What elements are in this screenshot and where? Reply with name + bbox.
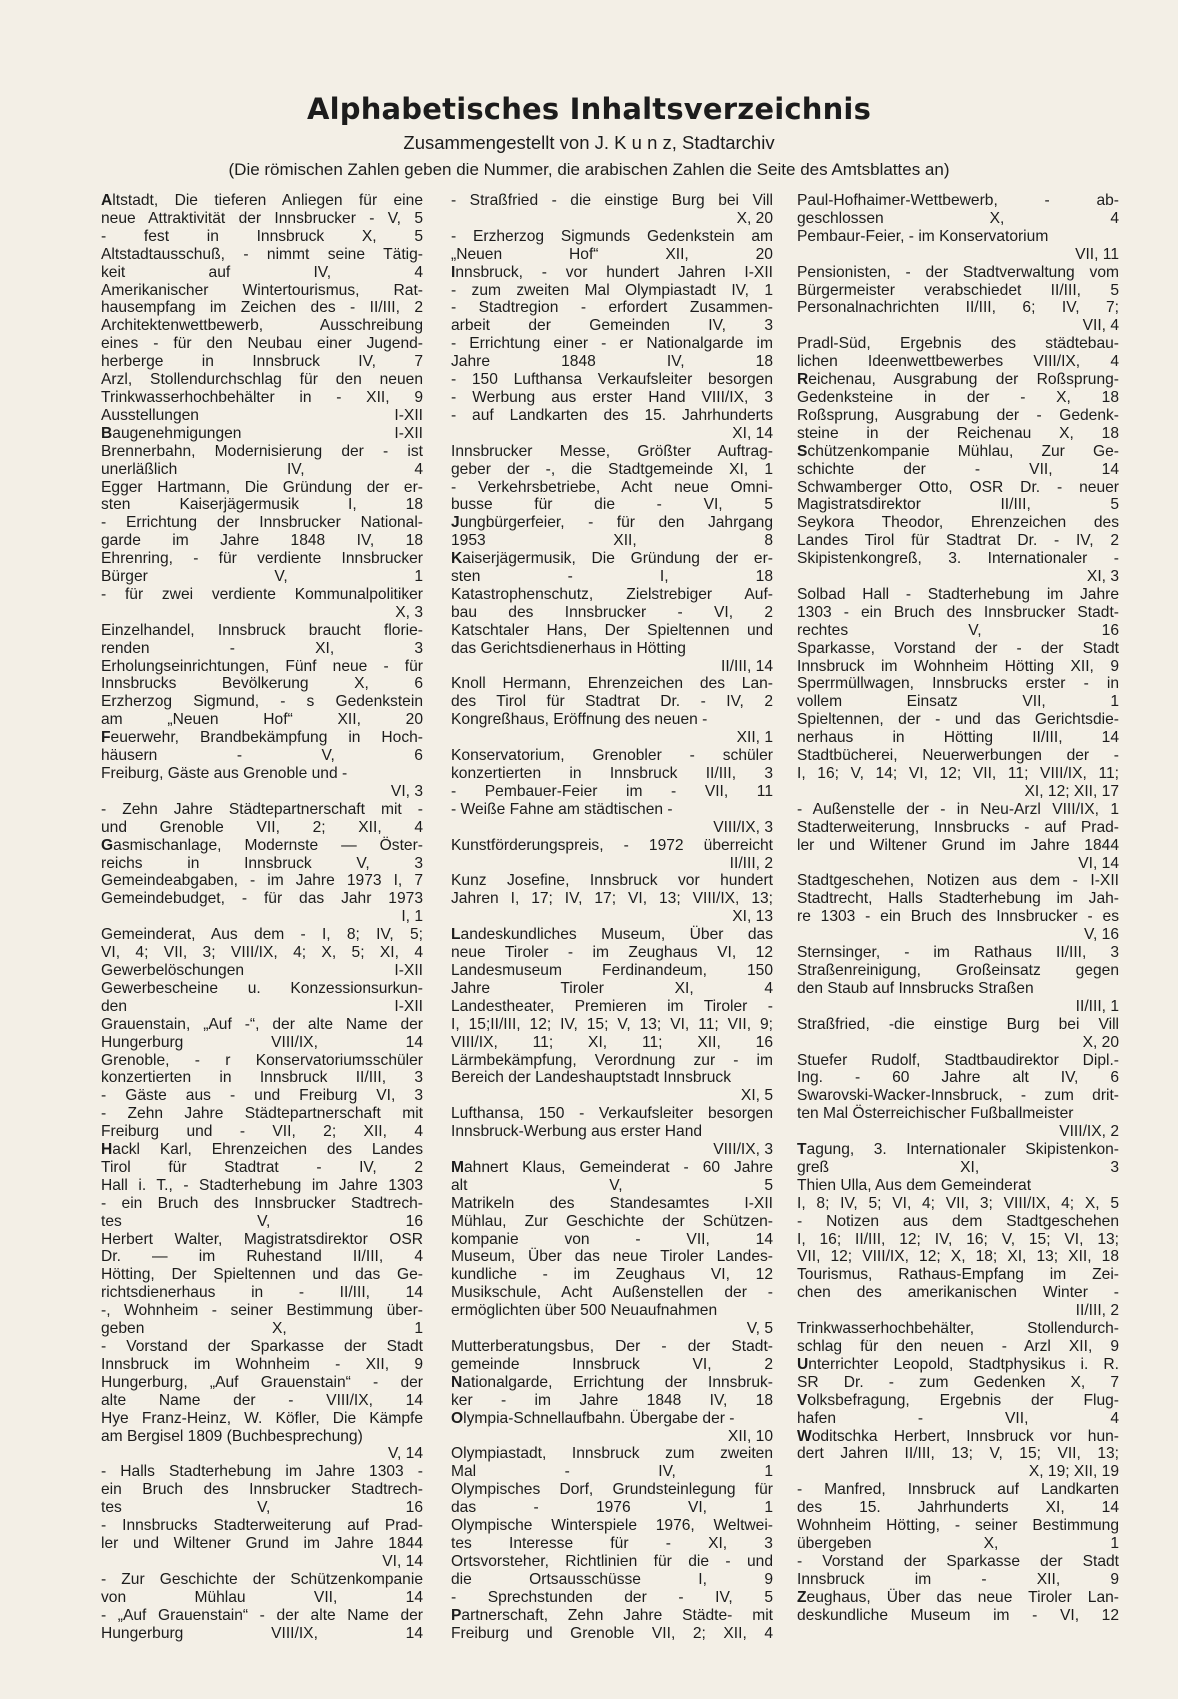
index-line: die Ortsausschüsse I, 9 xyxy=(451,1570,773,1588)
index-line: Gemeindeabgaben, - im Jahre 1973 I, 7 xyxy=(101,872,423,890)
index-columns xyxy=(0,192,1178,1672)
index-line: ermöglichten über 500 Neuaufnahmen xyxy=(451,1302,718,1320)
index-line: Innsbruck im Wohnheim - XII, 9 xyxy=(101,1355,423,1373)
index-line: Jungbürgerfeier, - für den Jahrgang xyxy=(451,514,773,532)
index-line: Einzelhandel, Innsbruck braucht florie- xyxy=(101,621,423,639)
index-line: hafen - VII, 4 xyxy=(797,1409,1119,1427)
index-line: XII, 1 xyxy=(736,729,773,747)
index-line: VI, 14 xyxy=(382,1552,423,1570)
index-line: VIII/IX, 2 xyxy=(1059,1123,1119,1141)
index-line: Gewerbelöschungen I-XII xyxy=(101,961,423,979)
index-line: schlag für den neuen - Arzl XII, 9 xyxy=(797,1338,1119,1355)
index-line: ten Mal Österreichischer Fußballmeister xyxy=(797,1105,1074,1123)
index-line: renden - XI, 3 xyxy=(101,639,423,657)
initial-letter: B xyxy=(101,424,113,442)
index-line: II/III, 14 xyxy=(720,657,773,675)
index-line: Erzherzog Sigmund, - s Gedenkstein xyxy=(101,693,423,711)
index-line: am „Neuen Hof“ XII, 20 xyxy=(101,711,423,729)
index-line: Thien Ulla, Aus dem Gemeinderat xyxy=(797,1176,1032,1194)
index-line: geber der -, die Stadtgemeinde XI, 1 xyxy=(451,460,773,478)
index-line: Sparkasse, Vorstand der - der Stadt xyxy=(797,639,1119,657)
index-line: - Straßfried - die einstige Burg bei Vill xyxy=(451,192,773,209)
index-line: SR Dr. - zum Gedenken X, 7 xyxy=(797,1373,1119,1391)
index-line: Nationalgarde, Errichtung der Innsbruk- xyxy=(451,1373,773,1391)
index-line: Grauenstain, „Auf -“, der alte Name der xyxy=(101,1015,423,1033)
index-line: Ortsvorsteher, Richtlinien für die - und xyxy=(451,1552,773,1570)
index-line: -, Wohnheim - seiner Bestimmung über- xyxy=(101,1302,423,1320)
initial-letter: A xyxy=(101,192,113,209)
index-line: Ausstellungen I-XII xyxy=(101,406,423,424)
index-line: kundliche - im Zeughaus VI, 12 xyxy=(451,1266,773,1284)
initial-letter: U xyxy=(797,1355,809,1373)
index-line: Pembaur-Feier, - im Konservatorium xyxy=(797,227,1049,245)
index-line: Personalnachrichten II/III, 6; IV, 7; xyxy=(797,299,1119,317)
index-line: Gasmischanlage, Modernste — Öster- xyxy=(101,836,423,854)
index-line: herberge in Innsbruck IV, 7 xyxy=(101,353,423,371)
index-line: XI, 12; XII, 17 xyxy=(1024,782,1119,800)
index-line: - Notizen aus dem Stadtgeschehen xyxy=(797,1212,1119,1230)
index-line: dert Jahren II/III, 13; V, 15; VII, 13; xyxy=(797,1445,1119,1463)
index-line: XI, 13 xyxy=(732,908,773,926)
index-line: VIII/IX, 11; XI, 11; XII, 16 xyxy=(451,1033,773,1051)
index-line: eines - für den Neubau einer Jugend- xyxy=(101,335,423,353)
index-line: des 15. Jahrhunderts XI, 14 xyxy=(797,1499,1119,1517)
initial-letter: W xyxy=(797,1427,812,1445)
index-line: Reichenau, Ausgrabung der Roßsprung- xyxy=(797,371,1119,389)
index-line: Mahnert Klaus, Gemeinderat - 60 Jahre xyxy=(451,1158,773,1176)
index-line: von Mühlau VII, 14 xyxy=(101,1588,423,1606)
index-line: Innsbruck-Werbung aus erster Hand xyxy=(451,1123,703,1141)
index-line: Innsbruck, - vor hundert Jahren I-XII xyxy=(451,263,773,281)
index-line: Straßfried, -die einstige Burg bei Vill xyxy=(797,1015,1119,1033)
index-line: sten Kaiserjägermusik I, 18 xyxy=(101,496,423,514)
index-line: Lufthansa, 150 - Verkaufsleiter besorgen xyxy=(451,1105,773,1123)
index-line: VII, 12; VIII/IX, 12; X, 18; XI, 13; XII, 18 xyxy=(797,1248,1119,1266)
initial-letter: F xyxy=(101,729,111,747)
initial-letter: S xyxy=(797,442,808,460)
index-line: und Grenoble VII, 2; XII, 4 xyxy=(101,818,423,836)
index-line: Spieltennen, der - und das Gerichtsdie- xyxy=(797,711,1119,729)
index-line: Hall i. T., - Stadterhebung im Jahre 1303 xyxy=(101,1176,423,1194)
index-line: I, 16; V, 14; VI, 12; VII, 11; VIII/IX, 11; xyxy=(797,765,1119,782)
initial-letter: V xyxy=(797,1391,808,1409)
initial-letter: G xyxy=(101,836,114,854)
index-line: Architektenwettbewerb, Ausschreibung xyxy=(101,317,423,335)
index-line: übergeben X, 1 xyxy=(797,1534,1119,1552)
index-line: Kunz Josefine, Innsbruck vor hundert xyxy=(451,872,773,890)
index-line: Innsbrucks Bevölkerung X, 6 xyxy=(101,675,423,693)
index-line: Altstadt, Die tieferen Anliegen für eine xyxy=(101,192,423,209)
index-line: kompanie von - VII, 14 xyxy=(451,1230,773,1248)
index-line: Stuefer Rudolf, Stadtbaudirektor Dipl.- xyxy=(797,1051,1119,1069)
index-line: schichte der - VII, 14 xyxy=(797,460,1119,478)
index-line: VI, 3 xyxy=(390,782,423,800)
index-line: - Zehn Jahre Städtepartnerschaft mit - xyxy=(101,800,423,818)
index-line: VI, 4; VII, 3; VIII/IX, 4; X, 5; XI, 4 xyxy=(101,944,423,962)
index-line: Dr. — im Ruhestand II/III, 4 xyxy=(101,1248,423,1266)
index-line: V, 14 xyxy=(388,1445,423,1463)
index-line: XI, 14 xyxy=(732,424,773,442)
index-line: geschlossen X, 4 xyxy=(797,209,1119,227)
index-line: Sternsinger, - im Rathaus II/III, 3 xyxy=(797,944,1119,962)
index-line: II/III, 2 xyxy=(1075,1302,1119,1320)
index-line: Swarovski-Wacker-Innsbruck, - zum drit- xyxy=(797,1087,1119,1105)
index-line: Gewerbescheine u. Konzessionsurkun- xyxy=(101,979,423,997)
index-line: - Errichtung einer - er Nationalgarde im xyxy=(451,335,773,353)
index-line: - Errichtung der Innsbrucker National- xyxy=(101,514,423,532)
index-line: - fest in Innsbruck X, 5 xyxy=(101,227,423,245)
index-line: - 150 Lufthansa Verkaufsleiter besorgen xyxy=(451,371,773,389)
index-line: - auf Landkarten des 15. Jahrhunderts xyxy=(451,406,773,424)
index-line: Tagung, 3. Internationaler Skipistenkon- xyxy=(797,1141,1119,1159)
index-line: richtsdienerhaus in - II/III, 14 xyxy=(101,1284,423,1302)
index-line: unerläßlich IV, 4 xyxy=(101,460,423,478)
index-column-1 xyxy=(101,192,423,1672)
index-line: Baugenehmigungen I-XII xyxy=(101,424,423,442)
index-line: ein Bruch des Innsbrucker Stadtrech- xyxy=(101,1481,423,1499)
index-line: Knoll Hermann, Ehrenzeichen des Lan- xyxy=(451,675,773,693)
index-line: steine in der Reichenau X, 18 xyxy=(797,424,1119,442)
index-line: konzertierten in Innsbruck II/III, 3 xyxy=(451,765,773,782)
index-line: Pensionisten, - der Stadtverwaltung vom xyxy=(797,263,1119,281)
index-line: Freiburg und - VII, 2; XII, 4 xyxy=(101,1123,423,1141)
initial-letter: M xyxy=(451,1158,464,1176)
index-line: I, 8; IV, 5; VI, 4; VII, 3; VIII/IX, 4; X, 5 xyxy=(797,1194,1119,1212)
index-line: - Vorstand der Sparkasse der Stadt xyxy=(797,1552,1119,1570)
index-line: Volksbefragung, Ergebnis der Flug- xyxy=(797,1391,1119,1409)
index-line: Mutterberatungsbus, Der - der Stadt- xyxy=(451,1338,773,1355)
index-line: X, 3 xyxy=(395,603,423,621)
index-line: Gemeindebudget, - für das Jahr 1973 xyxy=(101,890,423,908)
index-line: Innsbruck im Wohnheim Hötting XII, 9 xyxy=(797,657,1119,675)
index-line: sten - I, 18 xyxy=(451,568,773,586)
index-line: I, 15;II/III, 12; IV, 15; V, 13; VI, 11; VII, 9; xyxy=(451,1015,773,1033)
index-line: Hötting, Der Spieltennen und das Ge- xyxy=(101,1266,423,1284)
index-line: Pradl-Süd, Ergebnis des städtebau- xyxy=(797,335,1119,353)
index-line: Bürgermeister verabschiedet II/III, 5 xyxy=(797,281,1119,299)
index-line: Amerikanischer Wintertourismus, Rat- xyxy=(101,281,423,299)
index-line: Ing. - 60 Jahre alt IV, 6 xyxy=(797,1069,1119,1087)
index-line: gemeinde Innsbruck VI, 2 xyxy=(451,1355,773,1373)
index-line: Stadterweiterung, Innsbrucks - auf Prad- xyxy=(797,818,1119,836)
index-line: tes V, 16 xyxy=(101,1499,423,1517)
index-line: - ein Bruch des Innsbrucker Stadtrech- xyxy=(101,1194,423,1212)
index-line: - Außenstelle der - in Neu-Arzl VIII/IX, 1 xyxy=(797,800,1119,818)
index-column-3 xyxy=(797,192,1119,1672)
index-line: Hye Franz-Heinz, W. Köfler, Die Kämpfe xyxy=(101,1409,423,1427)
index-line: - Manfred, Innsbruck auf Landkarten xyxy=(797,1481,1119,1499)
index-line: Seykora Theodor, Ehrenzeichen des xyxy=(797,514,1119,532)
index-line: Hackl Karl, Ehrenzeichen des Landes xyxy=(101,1141,423,1159)
index-line: Konservatorium, Grenobler - schüler xyxy=(451,747,773,765)
index-line: Kaiserjägermusik, Die Gründung der er- xyxy=(451,550,773,568)
index-line: - Werbung aus erster Hand VIII/IX, 3 xyxy=(451,388,773,406)
index-line: V, 16 xyxy=(1084,926,1119,944)
index-line: das - 1976 VI, 1 xyxy=(451,1499,773,1517)
index-line: - Gäste aus - und Freiburg VI, 3 xyxy=(101,1087,423,1105)
initial-letter: N xyxy=(451,1373,463,1391)
index-line: - Zehn Jahre Städtepartnerschaft mit xyxy=(101,1105,423,1123)
index-line: Trinkwasserhochbehälter in - XII, 9 xyxy=(101,388,423,406)
initial-letter: P xyxy=(451,1606,462,1624)
index-line: - Erzherzog Sigmunds Gedenkstein am xyxy=(451,227,773,245)
index-line: keit auf IV, 4 xyxy=(101,263,423,281)
initial-letter: J xyxy=(451,514,460,532)
index-line: neue Tiroler - im Zeughaus VI, 12 xyxy=(451,944,773,962)
index-line: Olympisches Dorf, Grundsteinlegung für xyxy=(451,1481,773,1499)
index-line: Mal - IV, 1 xyxy=(451,1463,773,1481)
index-line: Olympische Winterspiele 1976, Weltwei- xyxy=(451,1517,773,1535)
index-line: Hungerburg VIII/IX, 14 xyxy=(101,1624,423,1642)
index-line: XI, 3 xyxy=(1086,568,1119,586)
page-subtitle: Zusammengestellt von J. K u n z, Stadtarchiv xyxy=(403,132,775,153)
index-line: ler und Wiltener Grund im Jahre 1844 xyxy=(101,1534,423,1552)
index-line: Herbert Walter, Magistratsdirektor OSR xyxy=(101,1230,423,1248)
index-line: Innsbrucker Messe, Größter Auftrag- xyxy=(451,442,773,460)
index-line: - für zwei verdiente Kommunalpolitiker xyxy=(101,585,423,603)
index-line: 1953 XII, 8 xyxy=(451,532,773,550)
index-line: Bereich der Landeshauptstadt Innsbruck xyxy=(451,1069,732,1087)
index-line: alt V, 5 xyxy=(451,1176,773,1194)
index-line: deskundliche Museum im - VI, 12 xyxy=(797,1606,1119,1624)
index-line: reichs in Innsbruck V, 3 xyxy=(101,854,423,872)
initial-letter: L xyxy=(451,926,461,944)
index-line: Kongreßhaus, Eröffnung des neuen - xyxy=(451,711,708,729)
index-line: V, 5 xyxy=(746,1320,773,1338)
index-line: rechtes V, 16 xyxy=(797,621,1119,639)
initial-letter: O xyxy=(451,1409,464,1427)
index-line: Solbad Hall - Stadterhebung im Jahre xyxy=(797,585,1119,603)
index-line: Mühlau, Zur Geschichte der Schützen- xyxy=(451,1212,773,1230)
index-line: Hungerburg VIII/IX, 14 xyxy=(101,1033,423,1051)
index-line: Landestheater, Premieren im Tiroler - xyxy=(451,997,773,1015)
index-line: geben X, 1 xyxy=(101,1320,423,1338)
index-line: Roßsprung, Ausgrabung der - Gedenk- xyxy=(797,406,1119,424)
index-line: Skipistenkongreß, 3. Internationaler - xyxy=(797,550,1119,568)
index-line: Jahren I, 17; IV, 17; VI, 13; VIII/IX, 13; xyxy=(451,890,773,908)
index-line: re 1303 - ein Bruch des Innsbrucker - es xyxy=(797,908,1119,926)
index-line: - Pembauer-Feier im - VII, 11 xyxy=(451,782,773,800)
index-line: - Sprechstunden der - IV, 5 xyxy=(451,1588,773,1606)
index-line: Egger Hartmann, Die Gründung der er- xyxy=(101,478,423,496)
page-header xyxy=(0,92,1178,180)
index-line: Altstadtausschuß, - nimmt seine Tätig- xyxy=(101,245,423,263)
index-line: Matrikeln des Standesamtes I-XII xyxy=(451,1194,773,1212)
index-line: den Staub auf Innsbrucks Straßen xyxy=(797,979,1034,997)
index-line: Bürger V, 1 xyxy=(101,568,423,586)
index-line: 1303 - ein Bruch des Innsbrucker Stadt- xyxy=(797,603,1119,621)
index-line: Ehrenring, - für verdiente Innsbrucker xyxy=(101,550,423,568)
index-line: Gemeinderat, Aus dem - I, 8; IV, 5; xyxy=(101,926,423,944)
index-line: Trinkwasserhochbehälter, Stollendurch- xyxy=(797,1320,1119,1338)
initial-letter: K xyxy=(451,550,463,568)
index-line: Landeskundliches Museum, Über das xyxy=(451,926,773,944)
index-line: Landesmuseum Ferdinandeum, 150 xyxy=(451,961,773,979)
index-line: Jahre Tiroler XI, 4 xyxy=(451,979,773,997)
index-line: X, 19; XII, 19 xyxy=(1028,1463,1119,1481)
index-line: - zum zweiten Mal Olympiastadt IV, 1 xyxy=(451,281,773,299)
index-line: ker - im Jahre 1848 IV, 18 xyxy=(451,1391,773,1409)
index-line: Musikschule, Acht Außenstellen der - xyxy=(451,1284,773,1302)
initial-letter: I xyxy=(451,263,456,281)
index-line: Partnerschaft, Zehn Jahre Städte- mit xyxy=(451,1606,773,1624)
index-line: I, 16; II/III, 12; IV, 16; V, 15; VI, 13; xyxy=(797,1230,1119,1248)
index-line: Lärmbekämpfung, Verordnung zur - im xyxy=(451,1051,773,1069)
index-line: X, 20 xyxy=(1082,1033,1119,1051)
index-line: VII, 11 xyxy=(1075,245,1119,263)
index-line: arbeit der Gemeinden IV, 3 xyxy=(451,317,773,335)
index-line: Gedenksteine in der - X, 18 xyxy=(797,388,1119,406)
index-line: X, 20 xyxy=(736,209,773,227)
index-line: Stadtbücherei, Neuerwerbungen der - xyxy=(797,747,1119,765)
index-line: - Weiße Fahne am städtischen - xyxy=(451,800,673,818)
index-line: VI, 14 xyxy=(1078,854,1119,872)
index-line: - „Auf Grauenstain“ - der alte Name der xyxy=(101,1606,423,1624)
index-line: Freiburg und Grenoble VII, 2; XII, 4 xyxy=(451,1624,773,1642)
index-line: Stadtgeschehen, Notizen aus dem - I-XII xyxy=(797,872,1119,890)
index-line: Freiburg, Gäste aus Grenoble und - xyxy=(101,765,348,782)
index-line: - Zur Geschichte der Schützenkompanie xyxy=(101,1570,423,1588)
index-line: - Innsbrucks Stadterweiterung auf Prad- xyxy=(101,1517,423,1535)
index-line: Landes Tirol für Stadtrat Dr. - IV, 2 xyxy=(797,532,1119,550)
index-line: VIII/IX, 3 xyxy=(713,818,773,836)
index-line: Wohnheim Hötting, - seiner Bestimmung xyxy=(797,1517,1119,1535)
index-line: den I-XII xyxy=(101,997,423,1015)
index-line: Unterrichter Leopold, Stadtphysikus i. R. xyxy=(797,1355,1119,1373)
initial-letter: T xyxy=(797,1141,807,1159)
index-line: alte Name der - VIII/IX, 14 xyxy=(101,1391,423,1409)
index-line: tes Interesse für - XI, 3 xyxy=(451,1534,773,1552)
initial-letter: R xyxy=(797,371,809,389)
index-line: Schützenkompanie Mühlau, Zur Ge- xyxy=(797,442,1119,460)
page-title: Alphabetisches Inhaltsverzeichnis xyxy=(306,92,872,126)
index-line: „Neuen Hof“ XII, 20 xyxy=(451,245,773,263)
index-line: Paul-Hofhaimer-Wettbewerb, - ab- xyxy=(797,192,1119,209)
index-line: Hungerburg, „Auf Grauenstain“ - der xyxy=(101,1373,423,1391)
index-line: XII, 10 xyxy=(727,1427,773,1445)
index-line: Tirol für Stadtrat - IV, 2 xyxy=(101,1158,423,1176)
index-line: Zeughaus, Über das neue Tiroler Lan- xyxy=(797,1588,1119,1606)
index-line: garde im Jahre 1848 IV, 18 xyxy=(101,532,423,550)
index-line: lichen Ideenwettbewerbes VIII/IX, 4 xyxy=(797,353,1119,371)
initial-letter: Z xyxy=(797,1588,807,1606)
index-line: bau des Innsbrucker - VI, 2 xyxy=(451,603,773,621)
index-line: chen des amerikanischen Winter - xyxy=(797,1284,1119,1302)
index-line: Olympiastadt, Innsbruck zum zweiten xyxy=(451,1445,773,1463)
index-line: Sperrmüllwagen, Innsbrucks erster - in xyxy=(797,675,1119,693)
index-column-2 xyxy=(451,192,773,1672)
index-line: greß XI, 3 xyxy=(797,1158,1119,1176)
index-line: Woditschka Herbert, Innsbruck vor hun- xyxy=(797,1427,1119,1445)
index-line: am Bergisel 1809 (Buchbesprechung) xyxy=(101,1427,363,1445)
index-line: Straßenreinigung, Großeinsatz gegen xyxy=(797,961,1119,979)
index-line: - Vorstand der Sparkasse der Stadt xyxy=(101,1338,423,1355)
index-line: vollem Einsatz VII, 1 xyxy=(797,693,1119,711)
index-line: des Tirol für Stadtrat Dr. - IV, 2 xyxy=(451,693,773,711)
index-line: Tourismus, Rathaus-Empfang im Zei- xyxy=(797,1266,1119,1284)
index-line: das Gerichtsdienerhaus in Hötting xyxy=(451,639,686,657)
index-line: XI, 5 xyxy=(740,1087,773,1105)
index-line: VII, 4 xyxy=(1082,317,1119,335)
index-line: Brennerbahn, Modernisierung der - ist xyxy=(101,442,423,460)
index-line: VIII/IX, 3 xyxy=(713,1141,773,1159)
page-note: (Die römischen Zahlen geben die Nummer, die arabischen Zahlen die Seite des Amtsblattes an) xyxy=(228,160,950,179)
index-line: konzertierten in Innsbruck II/III, 3 xyxy=(101,1069,423,1087)
index-line: I, 1 xyxy=(401,908,423,926)
index-line: Olympia-Schnellaufbahn. Übergabe der - xyxy=(451,1409,735,1427)
index-line: II/III, 2 xyxy=(729,854,773,872)
index-line: Katastrophenschutz, Zielstrebiger Auf- xyxy=(451,585,773,603)
index-line: II/III, 1 xyxy=(1075,997,1119,1015)
index-line: tes V, 16 xyxy=(101,1212,423,1230)
index-line: Stadtrecht, Halls Stadterhebung im Jah- xyxy=(797,890,1119,908)
index-line: Innsbruck im - XII, 9 xyxy=(797,1570,1119,1588)
index-line: nerhaus in Hötting II/III, 14 xyxy=(797,729,1119,747)
index-line: neue Attraktivität der Innsbrucker - V, 5 xyxy=(101,209,423,227)
index-line: Arzl, Stollendurchschlag für den neuen xyxy=(101,371,423,389)
index-line: Magistratsdirektor II/III, 5 xyxy=(797,496,1119,514)
index-line: Grenoble, - r Konservatoriumsschüler xyxy=(101,1051,423,1069)
index-line: Jahre 1848 IV, 18 xyxy=(451,353,773,371)
index-line: Museum, Über das neue Tiroler Landes- xyxy=(451,1248,773,1266)
index-line: Erholungseinrichtungen, Fünf neue - für xyxy=(101,657,423,675)
initial-letter: H xyxy=(101,1141,113,1159)
index-line: Feuerwehr, Brandbekämpfung in Hoch- xyxy=(101,729,423,747)
index-line: hausempfang im Zeichen des - II/III, 2 xyxy=(101,299,423,317)
index-line: Kunstförderungspreis, - 1972 überreicht xyxy=(451,836,773,854)
index-line: Katschtaler Hans, Der Spieltennen und xyxy=(451,621,773,639)
index-line: busse für die - VI, 5 xyxy=(451,496,773,514)
index-line: - Stadtregion - erfordert Zusammen- xyxy=(451,299,773,317)
index-line: - Halls Stadterhebung im Jahre 1303 - xyxy=(101,1463,423,1481)
index-line: Schwamberger Otto, OSR Dr. - neuer xyxy=(797,478,1119,496)
index-line: häusern - V, 6 xyxy=(101,747,423,765)
index-line: - Verkehrsbetriebe, Acht neue Omni- xyxy=(451,478,773,496)
index-line: ler und Wiltener Grund im Jahre 1844 xyxy=(797,836,1119,854)
